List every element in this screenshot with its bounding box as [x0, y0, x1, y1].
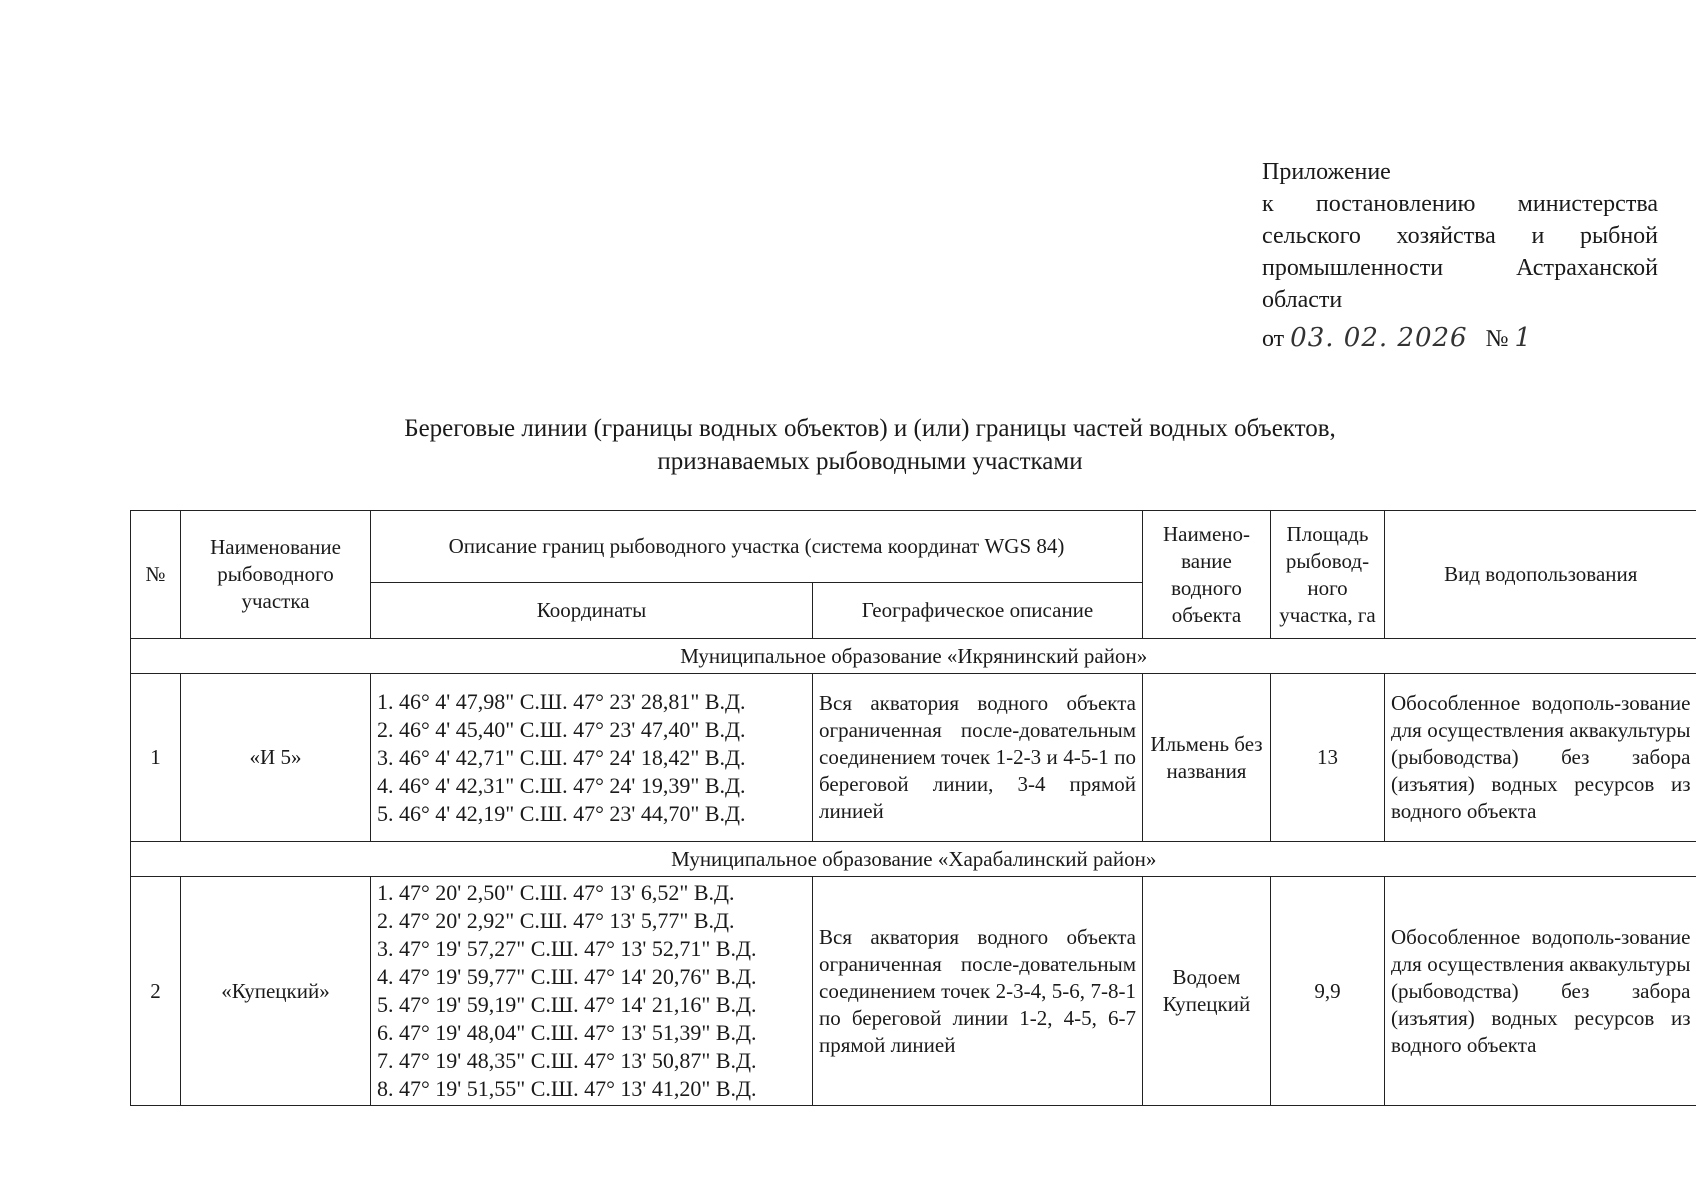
- row-num: 1: [131, 674, 181, 842]
- district-name: Муниципальное образование «Икрянинский район»: [131, 639, 1696, 674]
- geo-description: Вся акватория водного объекта ограниченная после-довательным соединением точек 1-2-3 и 4-5-1 по береговой линии, 3-4 прямой линией: [813, 674, 1143, 842]
- table-row: [131, 674, 1696, 842]
- coordinate-point: 3. 47° 19' 57,27" С.Ш. 47° 13' 52,71" В.Д.: [377, 936, 757, 961]
- coordinate-point: 7. 47° 19' 48,35" С.Ш. 47° 13' 50,87" В.Д.: [377, 1048, 757, 1073]
- col-header-coordinates: Координаты: [371, 583, 813, 639]
- col-header-num: №: [131, 511, 181, 639]
- coordinate-point: 5. 47° 19' 59,19" С.Ш. 47° 14' 21,16" В.Д.: [377, 992, 757, 1017]
- appendix-block: [1262, 156, 1658, 355]
- appendix-line: Приложение: [1262, 159, 1391, 185]
- coordinates-list: [371, 877, 813, 1106]
- coordinates-list: [371, 674, 813, 842]
- site-name: «Купецкий»: [181, 877, 371, 1106]
- usage-type: Обособленное водополь-зование для осуществления аквакультуры (рыбоводства) без забора (изъятия) водных ресурсов из водного объекта: [1385, 877, 1696, 1106]
- district-row: [131, 842, 1696, 877]
- handwritten-date: 03. 02. 2026: [1290, 323, 1468, 353]
- district-name: Муниципальное образование «Харабалинский район»: [131, 842, 1696, 877]
- coordinate-point: 1. 46° 4' 47,98" С.Ш. 47° 23' 28,81" В.Д.: [377, 688, 746, 714]
- coordinate-point: 2. 47° 20' 2,92" С.Ш. 47° 13' 5,77" В.Д.: [377, 908, 735, 933]
- appendix-line: сельского хозяйства и рыбной: [1262, 223, 1658, 249]
- district-row: [131, 639, 1696, 674]
- coordinate-point: 1. 47° 20' 2,50" С.Ш. 47° 13' 6,52" В.Д.: [377, 880, 735, 905]
- col-header-usage: Вид водопользования: [1385, 511, 1696, 639]
- site-area: 13: [1271, 674, 1385, 842]
- document-title: [300, 412, 1440, 478]
- usage-type: Обособленное водополь-зование для осуществления аквакультуры (рыбоводства) без забора (изъятия) водных ресурсов из водного объекта: [1385, 674, 1696, 842]
- col-header-area: Площадь рыбовод-ного участка, га: [1271, 511, 1385, 639]
- row-num: 2: [131, 877, 181, 1106]
- decree-date-line: [1262, 322, 1658, 355]
- appendix-line: области: [1262, 287, 1343, 313]
- water-body-name: Ильмень без названия: [1143, 674, 1271, 842]
- coordinate-point: 3. 46° 4' 42,71" С.Ш. 47° 24' 18,42" В.Д.: [377, 744, 746, 770]
- header-row: [131, 511, 1696, 583]
- handwritten-number: 1: [1514, 323, 1533, 353]
- geo-description: Вся акватория водного объекта ограниченная после-довательным соединением точек 2-3-4, 5-6, 7-8-1 по береговой линии 1-2, 4-5, 6-7 прямой линией: [813, 877, 1143, 1106]
- coordinate-point: 4. 47° 19' 59,77" С.Ш. 47° 14' 20,76" В.Д.: [377, 964, 757, 989]
- table-row: [131, 877, 1696, 1106]
- from-label: от: [1262, 326, 1285, 352]
- site-area: 9,9: [1271, 877, 1385, 1106]
- coordinate-point: 4. 46° 4' 42,31" С.Ш. 47° 24' 19,39" В.Д.: [377, 772, 746, 798]
- appendix-line: промышленности Астраханской: [1262, 255, 1658, 281]
- col-header-boundaries: Описание границ рыбоводного участка (система координат WGS 84): [371, 511, 1143, 583]
- title-line-2: признаваемых рыбоводными участками: [657, 448, 1083, 475]
- col-header-water-body: Наимено-вание водного объекта: [1143, 511, 1271, 639]
- coordinate-point: 6. 47° 19' 48,04" С.Ш. 47° 13' 51,39" В.Д.: [377, 1020, 757, 1045]
- coordinate-point: 8. 47° 19' 51,55" С.Ш. 47° 13' 41,20" В.Д.: [377, 1076, 757, 1101]
- fish-farming-sites-table: [130, 510, 1696, 1106]
- title-line-1: Береговые линии (границы водных объектов) и (или) границы частей водных объектов,: [404, 415, 1336, 442]
- number-label: №: [1485, 326, 1509, 352]
- water-body-name: Водоем Купецкий: [1143, 877, 1271, 1106]
- appendix-line: к постановлению министерства: [1262, 191, 1658, 217]
- col-header-name: Наименование рыбоводного участка: [181, 511, 371, 639]
- coordinate-point: 5. 46° 4' 42,19" С.Ш. 47° 23' 44,70" В.Д.: [377, 800, 746, 826]
- site-name: «И 5»: [181, 674, 371, 842]
- col-header-geo-description: Географическое описание: [813, 583, 1143, 639]
- coordinate-point: 2. 46° 4' 45,40" С.Ш. 47° 23' 47,40" В.Д.: [377, 716, 746, 742]
